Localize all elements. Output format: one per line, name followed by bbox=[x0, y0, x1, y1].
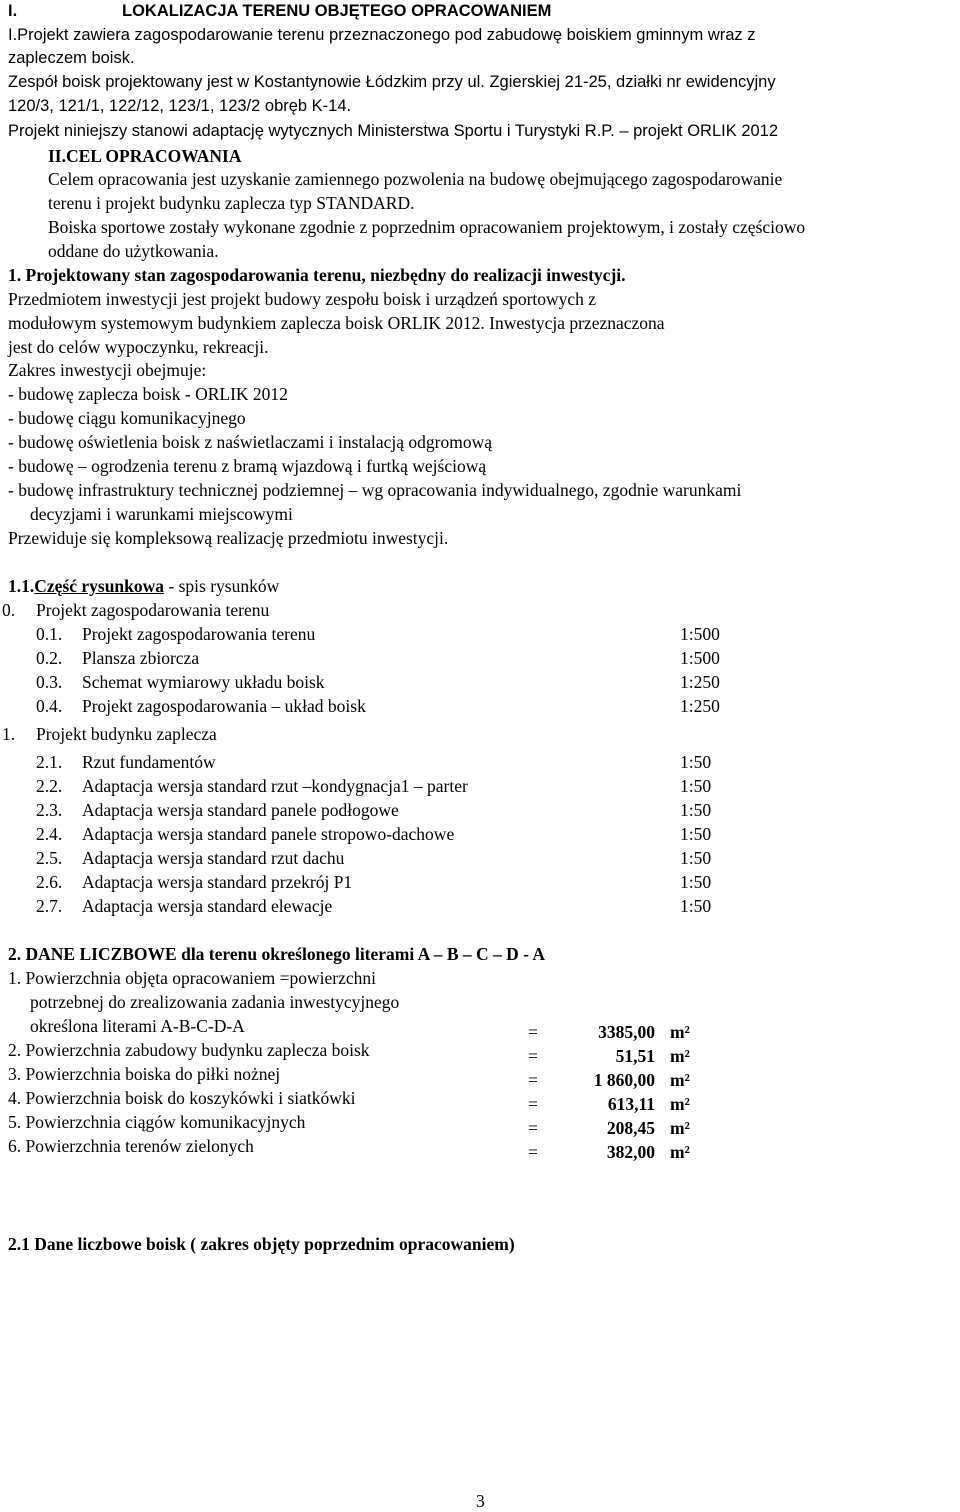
scope-item: - budowę ciągu komunikacyjnego bbox=[8, 408, 246, 428]
drawing-scale: 1:500 bbox=[680, 648, 720, 668]
scope-item: - budowę – ogrodzenia terenu z bramą wjazdową i furtką wejściową bbox=[8, 456, 487, 476]
drawing-title: Plansza zbiorcza bbox=[82, 648, 200, 668]
figures-item-1b: potrzebnej do zrealizowania zadania inwestycyjnego bbox=[30, 992, 400, 1012]
area-unit: m² bbox=[670, 1142, 690, 1162]
section-1-number: I. bbox=[8, 2, 18, 20]
equals-sign: = bbox=[528, 1046, 538, 1066]
drawing-scale: 1:250 bbox=[680, 696, 720, 716]
drawing-group-number: 0. bbox=[2, 600, 16, 620]
drawing-scale: 1:50 bbox=[680, 848, 712, 868]
area-unit: m² bbox=[670, 1022, 690, 1042]
drawing-title: Schemat wymiarowy układu boisk bbox=[82, 672, 325, 692]
section-3-closing: Przewiduje się kompleksową realizację przedmiotu inwestycji. bbox=[8, 528, 449, 548]
drawing-title: Projekt zagospodarowania terenu bbox=[82, 624, 316, 644]
drawing-code: 0.2. bbox=[36, 648, 63, 668]
drawing-title: Adaptacja wersja standard przekrój P1 bbox=[82, 872, 353, 892]
area-unit: m² bbox=[670, 1046, 690, 1066]
drawing-code: 2.6. bbox=[36, 872, 63, 892]
drawing-title: Adaptacja wersja standard rzut dachu bbox=[82, 848, 345, 868]
drawing-title: Rzut fundamentów bbox=[82, 752, 216, 772]
drawing-scale: 1:250 bbox=[680, 672, 720, 692]
equals-sign: = bbox=[528, 1022, 538, 1042]
drawing-title: Adaptacja wersja standard rzut –kondygnacja1 – parter bbox=[82, 776, 468, 796]
area-value: 3385,00 bbox=[598, 1022, 655, 1042]
section-2-paragraph-1b: terenu i projekt budynku zaplecza typ STANDARD. bbox=[48, 193, 415, 213]
section-2-paragraph-2a: Boiska sportowe zostały wykonane zgodnie z poprzednim opracowaniem projektowym, i zostały częściowo bbox=[48, 217, 806, 237]
section-1-line-4: 120/3, 121/1, 122/12, 123/1, 123/2 obręb K-14. bbox=[8, 97, 352, 115]
drawing-group-number: 1. bbox=[2, 724, 16, 744]
drawing-scale: 1:50 bbox=[680, 824, 712, 844]
drawing-title: Adaptacja wersja standard panele podłogowe bbox=[82, 800, 399, 820]
drawing-scale: 1:50 bbox=[680, 800, 712, 820]
drawings-header-title: Część rysunkowa bbox=[34, 576, 165, 596]
drawing-code: 2.1. bbox=[36, 752, 63, 772]
figures-item-1c: określona literami A-B-C-D-A bbox=[30, 1016, 245, 1036]
drawing-scale: 1:50 bbox=[680, 896, 712, 916]
figures-row-label: 2. Powierzchnia zabudowy budynku zaplecza boisk bbox=[8, 1040, 370, 1060]
subsection-title: 2.1 Dane liczbowe boisk ( zakres objęty poprzednim opracowaniem) bbox=[8, 1234, 515, 1254]
figures-item-1a: 1. Powierzchnia objęta opracowaniem =powierzchni bbox=[8, 968, 376, 988]
drawing-scale: 1:50 bbox=[680, 752, 712, 772]
section-1-line-3: Zespół boisk projektowany jest w Kostantynowie Łódzkim przy ul. Zgierskiej 21-25, działki nr ewidencyjny bbox=[8, 73, 776, 91]
drawing-scale: 1:500 bbox=[680, 624, 720, 644]
drawing-code: 2.4. bbox=[36, 824, 63, 844]
drawing-code: 2.5. bbox=[36, 848, 63, 868]
drawing-group-title: Projekt zagospodarowania terenu bbox=[36, 600, 270, 620]
equals-sign: = bbox=[528, 1070, 538, 1090]
section-3-paragraph-b: modułowym systemowym budynkiem zaplecza boisk ORLIK 2012. Inwestycja przeznaczona bbox=[8, 313, 665, 333]
figures-title: 2. DANE LICZBOWE dla terenu określonego literami A – B – C – D - A bbox=[8, 944, 546, 964]
section-3-paragraph-c: jest do celów wypoczynku, rekreacji. bbox=[8, 337, 269, 357]
scope-item: - budowę oświetlenia boisk z naświetlaczami i instalacją odgromową bbox=[8, 432, 493, 452]
area-unit: m² bbox=[670, 1070, 690, 1090]
drawings-header bbox=[8, 575, 279, 597]
figures-row-label: 5. Powierzchnia ciągów komunikacyjnych bbox=[8, 1112, 306, 1132]
area-value: 1 860,00 bbox=[593, 1070, 655, 1090]
equals-sign: = bbox=[528, 1118, 538, 1138]
drawing-title: Adaptacja wersja standard elewacje bbox=[82, 896, 333, 916]
section-1-line-1: I.Projekt zawiera zagospodarowanie terenu przeznaczonego pod zabudowę boiskiem gminnym wraz z bbox=[8, 26, 756, 44]
figures-row-label: 4. Powierzchnia boisk do koszykówki i siatkówki bbox=[8, 1088, 356, 1108]
section-1-title: LOKALIZACJA TERENU OBJĘTEGO OPRACOWANIEM bbox=[122, 2, 552, 20]
scope-intro: Zakres inwestycji obejmuje: bbox=[8, 360, 207, 380]
area-value: 613,11 bbox=[607, 1094, 655, 1114]
scope-item: - budowę zaplecza boisk - ORLIK 2012 bbox=[8, 384, 288, 404]
equals-sign: = bbox=[528, 1094, 538, 1114]
drawing-code: 0.1. bbox=[36, 624, 63, 644]
scope-item-continuation: decyzjami i warunkami miejscowymi bbox=[30, 504, 293, 524]
drawing-scale: 1:50 bbox=[680, 776, 712, 796]
drawing-title: Projekt zagospodarowania – układ boisk bbox=[82, 696, 366, 716]
section-1-line-2: zapleczem boisk. bbox=[8, 49, 135, 67]
section-3-title: 1. Projektowany stan zagospodarowania terenu, niezbędny do realizacji inwestycji. bbox=[8, 265, 626, 285]
drawing-code: 2.3. bbox=[36, 800, 63, 820]
drawings-header-number: 1.1. bbox=[8, 576, 35, 596]
figures-row-label: 6. Powierzchnia terenów zielonych bbox=[8, 1136, 254, 1156]
figures-row-label: 3. Powierzchnia boiska do piłki nożnej bbox=[8, 1064, 281, 1084]
drawing-code: 0.4. bbox=[36, 696, 63, 716]
section-2-paragraph-2b: oddane do użytkowania. bbox=[48, 241, 219, 261]
section-2-title: II.CEL OPRACOWANIA bbox=[48, 146, 242, 166]
drawings-header-rest: - spis rysunków bbox=[164, 576, 280, 596]
drawing-code: 2.2. bbox=[36, 776, 63, 796]
drawing-code: 0.3. bbox=[36, 672, 63, 692]
area-value: 382,00 bbox=[606, 1142, 655, 1162]
scope-item: - budowę infrastruktury technicznej podziemnej – wg opracowania indywidualnego, zgodnie warunkami bbox=[8, 480, 742, 500]
area-unit: m² bbox=[670, 1094, 690, 1114]
area-unit: m² bbox=[670, 1118, 690, 1138]
drawing-title: Adaptacja wersja standard panele stropowo-dachowe bbox=[82, 824, 455, 844]
section-3-paragraph-a: Przedmiotem inwestycji jest projekt budowy zespołu boisk i urządzeń sportowych z bbox=[8, 289, 597, 309]
area-value: 51,51 bbox=[615, 1046, 655, 1066]
section-2-paragraph-1a: Celem opracowania jest uzyskanie zamiennego pozwolenia na budowę obejmującego zagospodarowanie bbox=[48, 169, 783, 189]
drawing-scale: 1:50 bbox=[680, 872, 712, 892]
area-value: 208,45 bbox=[606, 1118, 655, 1138]
drawing-code: 2.7. bbox=[36, 896, 63, 916]
section-1-line-5: Projekt niniejszy stanowi adaptację wytycznych Ministerstwa Sportu i Turystyki R.P. – projekt ORLIK 2012 bbox=[8, 122, 779, 140]
drawing-group-title: Projekt budynku zaplecza bbox=[36, 724, 217, 744]
equals-sign: = bbox=[528, 1142, 538, 1162]
page-number: 3 bbox=[476, 1491, 485, 1511]
